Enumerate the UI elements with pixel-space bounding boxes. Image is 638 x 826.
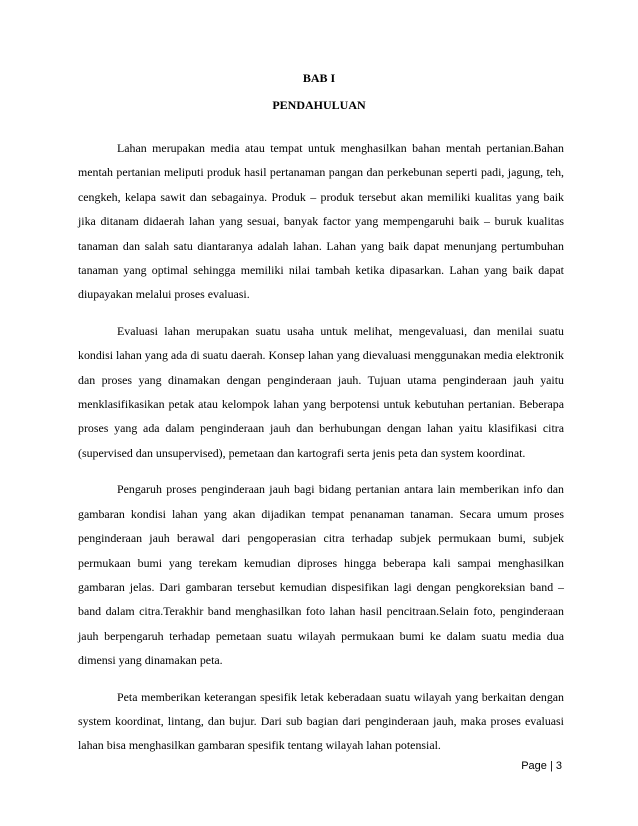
document-body	[78, 136, 564, 770]
chapter-title: PENDAHULUAN	[272, 98, 366, 112]
paragraph-2: Evaluasi lahan merupakan suatu usaha untuk melihat, mengevaluasi, dan menilai suatu kondisi lahan yang ada di suatu daerah. Konsep lahan yang dievaluasi menggunakan media elektronik dan proses yang dinamakan dengan penginderaan jauh. Tujuan utama penginderaan jauh yaitu menklasifikasikan petak atau kelompok lahan yang berpotensi untuk kebutuhan pertanian. Beberapa proses yang ada dalam penginderaan jauh dan berhubungan dengan lahan yaitu klasifikasi citra (supervised dan unsupervised), pemetaan dan kartografi serta jenis peta dan system koordinat.	[78, 323, 564, 460]
paragraph-4: Peta memberikan keterangan spesifik letak keberadaan suatu wilayah yang berkaitan dengan system koordinat, lintang, dan bujur. Dari sub bagian dari penginderaan jauh, maka proses evaluasi lahan bisa menghasilkan gambaran spesifik tentang wilayah lahan potensial.	[78, 689, 564, 753]
page-number: Page | 3	[521, 760, 562, 772]
paragraph-3: Pengaruh proses penginderaan jauh bagi bidang pertanian antara lain memberikan info dan gambaran kondisi lahan yang akan dijadikan tempat penanaman tanaman. Secara umum proses penginderaan jauh berawal dari pengoperasian citra terhadap subjek permukaan bumi, subjek permukaan bumi yang terekam kemudian diproses hingga beberapa kali sampai menghasilkan gambaran jelas. Dari gambaran tersebut kemudian dispesifikan lagi dengan pengkoreksian band – band dalam citra.Terakhir band menghasilkan foto lahan hasil pencitraan.Selain foto, penginderaan jauh berpengaruh terhadap pemetaan suatu wilayah permukaan bumi ke dalam suatu media dua dimensi yang dinamakan peta.	[78, 482, 564, 668]
paragraph-1: Lahan merupakan media atau tempat untuk menghasilkan bahan mentah pertanian.Bahan mentah pertanian meliputi produk hasil pertanaman pangan dan perkebunan seperti padi, jagung, teh, cengkeh, kelapa sawit dan sebagainya. Produk – produk tersebut akan memiliki kualitas yang baik jika ditanam didaerah lahan yang sesuai, banyak factor yang mempengaruhi baik – buruk kualitas tanaman dan salah satu diantaranya adalah lahan. Lahan yang baik dapat menunjang pertumbuhan tanaman yang optimal sehingga memiliki nilai tambah ketika dipasarkan. Lahan yang baik dapat diupayakan melalui proses evaluasi.	[78, 141, 564, 302]
chapter-label: BAB I	[302, 71, 336, 85]
